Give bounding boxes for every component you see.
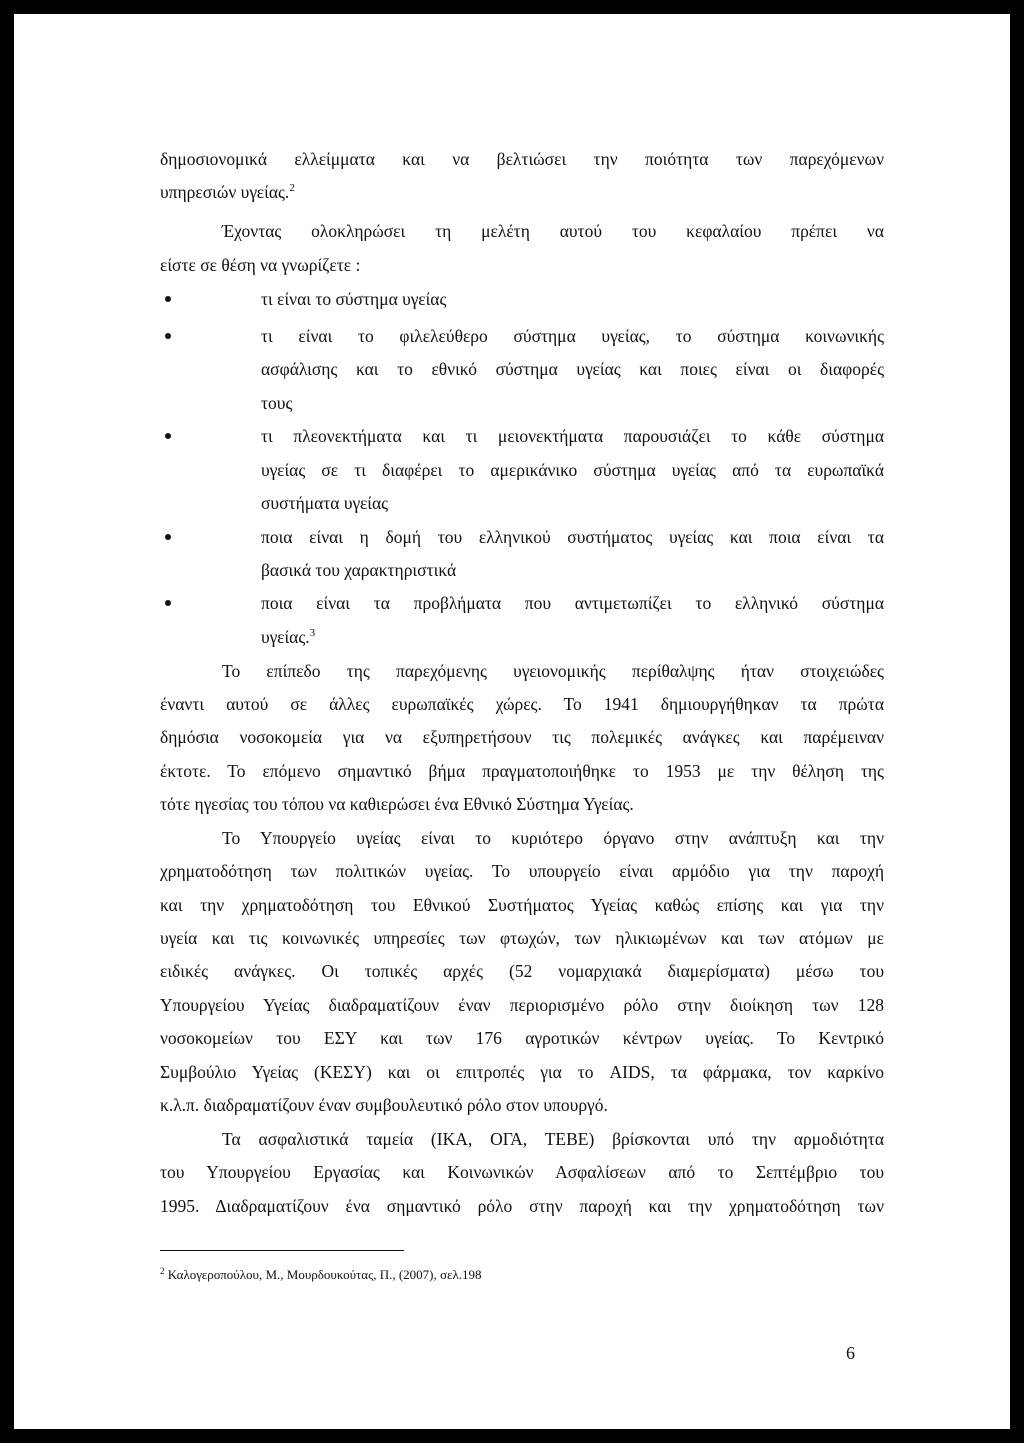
paragraph-3-line-1: Τα ασφαλιστικά ταμεία (ΙΚΑ, ΟΓΑ, ΤΕΒΕ) βρίσκονται υπό την αρμοδιότητα xyxy=(222,1129,884,1149)
objectives-line-1: Έχοντας ολοκληρώσει τη μελέτη αυτού του κεφαλαίου πρέπει να xyxy=(222,221,884,241)
intro-line-2 xyxy=(160,181,884,203)
bullet-3-line-1: τι πλεονεκτήματα και τι μειονεκτήματα παρουσιάζει το κάθε σύστημα xyxy=(261,426,884,446)
bullet-icon xyxy=(165,433,171,439)
footnote-marker: 2 xyxy=(160,1266,165,1276)
paragraph-2-line-9: κ.λ.π. διαδραματίζουν έναν συμβουλευτικό ρόλο στον υπουργό. xyxy=(160,1095,608,1115)
bullet-5-line-2-text: υγείας. xyxy=(261,627,310,647)
bullet-2-line-1: τι είναι το φιλελεύθερο σύστημα υγείας, το σύστημα κοινωνικής xyxy=(261,326,884,346)
footnote xyxy=(160,1267,482,1283)
bullet-3-line-3: συστήματα υγείας xyxy=(261,493,389,513)
paragraph-2-line-4: υγεία και τις κοινωνικές υπηρεσίες των φτωχών, των ηλικιωμένων και των ατόμων με xyxy=(160,928,884,948)
objectives-line-2: είστε σε θέση να γνωρίζετε : xyxy=(160,255,361,275)
paragraph-1-line-1: Το επίπεδο της παρεχόμενης υγειονομικής περίθαλψης ήταν στοιχειώδες xyxy=(222,661,884,681)
paragraph-3-line-2: του Υπουργείου Εργασίας και Κοινωνικών Ασφαλίσεων από το Σεπτέμβριο του xyxy=(160,1162,884,1182)
paragraph-2-line-8: Συμβούλιο Υγείας (ΚΕΣΥ) και οι επιτροπές για το AIDS, τα φάρμακα, τον καρκίνο xyxy=(160,1062,884,1082)
footnote-ref-3: 3 xyxy=(309,627,316,639)
bullet-5-line-2 xyxy=(261,626,884,648)
document-page xyxy=(14,14,1010,1429)
paragraph-2-line-2: χρηματοδότηση των πολιτικών υγείας. Το υπουργείο είναι αρμόδιο για την παροχή xyxy=(160,861,884,881)
bullet-4-line-2: βασικά του χαρακτηριστικά xyxy=(261,560,457,580)
paragraph-1-line-2: έναντι αυτού σε άλλες ευρωπαϊκές χώρες. Το 1941 δημιουργήθηκαν τα πρώτα xyxy=(160,694,884,714)
bullet-5-line-1: ποια είναι τα προβλήματα που αντιμετωπίζει το ελληνικό σύστημα xyxy=(261,593,884,613)
bullet-2-line-2: ασφάλισης και το εθνικό σύστημα υγείας και ποιες είναι οι διαφορές xyxy=(261,359,884,379)
intro-line-1: δημοσιονομικά ελλείμματα και να βελτιώσει την ποιότητα των παρεχόμενων xyxy=(160,149,884,169)
bullet-icon xyxy=(165,534,171,540)
bullet-icon xyxy=(165,333,171,339)
paragraph-1-line-5: τότε ηγεσίας του τόπου να καθιερώσει ένα Εθνικό Σύστημα Υγείας. xyxy=(160,794,634,814)
paragraph-2-line-6: Υπουργείου Υγείας διαδραματίζουν έναν περιορισμένο ρόλο στην διοίκηση των 128 xyxy=(160,995,884,1015)
bullet-2-line-3: τους xyxy=(261,393,293,413)
page-number: 6 xyxy=(846,1343,855,1363)
bullet-3-line-2: υγείας σε τι διαφέρει το αμερικάνικο σύστημα υγείας από τα ευρωπαϊκά xyxy=(261,460,884,480)
bullet-1-line-1: τι είναι το σύστημα υγείας xyxy=(261,289,447,309)
footnote-ref-2: 2 xyxy=(289,182,295,194)
intro-line-2-text: υπηρεσιών υγείας. xyxy=(160,182,290,202)
bullet-icon xyxy=(165,600,171,606)
paragraph-3-line-3: 1995. Διαδραματίζουν ένα σημαντικό ρόλο στην παροχή και την χρηματοδότηση των xyxy=(160,1196,884,1216)
paragraph-1-line-4: έκτοτε. Το επόμενο σημαντικό βήμα πραγματοποιήθηκε το 1953 με την θέληση της xyxy=(160,761,884,781)
paragraph-2-line-5: ειδικές ανάγκες. Οι τοπικές αρχές (52 νομαρχιακά διαμερίσματα) μέσω του xyxy=(160,961,884,981)
paragraph-2-line-1: Το Υπουργείο υγείας είναι το κυριότερο όργανο στην ανάπτυξη και την xyxy=(222,828,884,848)
footnote-separator xyxy=(160,1250,404,1251)
paragraph-2-line-3: και την χρηματοδότηση του Εθνικού Συστήματος Υγείας καθώς επίσης και για την xyxy=(160,895,884,915)
bullet-4-line-1: ποια είναι η δομή του ελληνικού συστήματος υγείας και ποια είναι τα xyxy=(261,527,884,547)
bullet-icon xyxy=(165,296,171,302)
paragraph-1-line-3: δημόσια νοσοκομεία για να εξυπηρετήσουν τις πολεμικές ανάγκες και παρέμειναν xyxy=(160,727,884,747)
footnote-text: Καλογεροπούλου, Μ., Μουρδουκούτας, Π., (2007), σελ.198 xyxy=(167,1267,482,1282)
paragraph-2-line-7: νοσοκομείων του ΕΣΥ και των 176 αγροτικών κέντρων υγείας. Το Κεντρικό xyxy=(160,1028,884,1048)
